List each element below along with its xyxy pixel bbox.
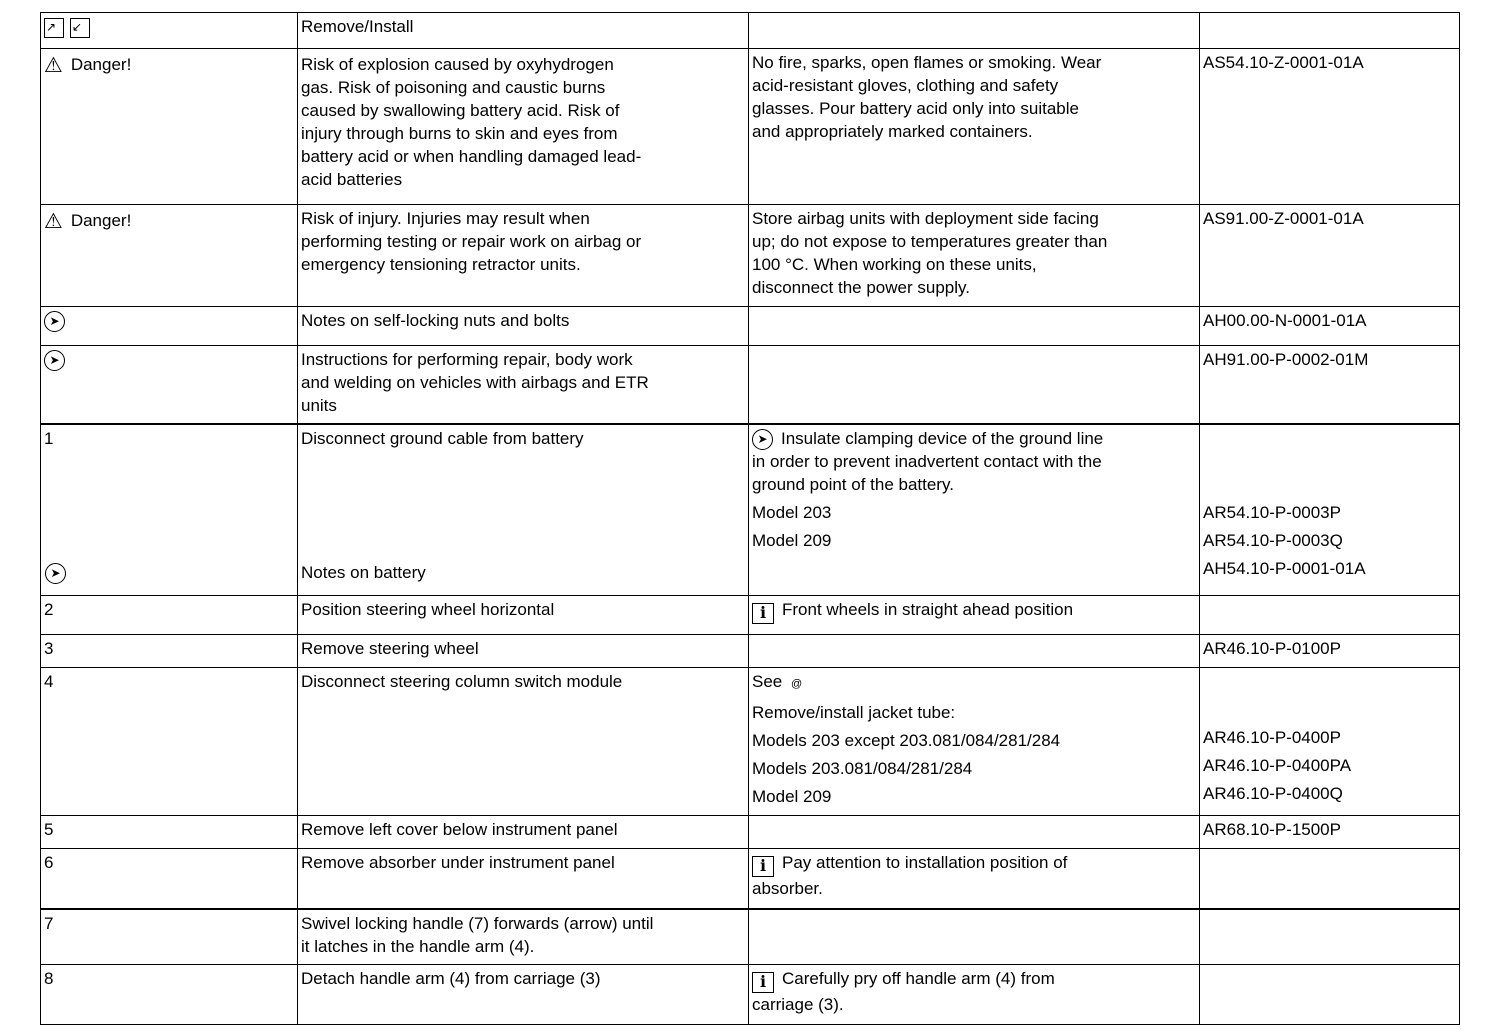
reference-cell bbox=[1200, 596, 1460, 635]
table-row bbox=[41, 668, 1460, 816]
table-row bbox=[41, 13, 1460, 49]
note-arrow-icon: ➤ bbox=[44, 350, 65, 371]
notes-cell: See @ Remove/install jacket tube: Models 203 except 203.081/084/281/284 Models 203.081/084/281/284 Model 209 bbox=[749, 668, 1200, 816]
note-arrow-icon: ➤ bbox=[44, 311, 65, 332]
repair-procedure-table bbox=[40, 12, 1460, 1025]
reference-code: AR54.10-P-0003Q bbox=[1203, 530, 1343, 550]
step-text: Risk of explosion caused by oxyhydrogen gas. Risk of poisoning and caustic burns caused by swallowing battery acid. Risk of injury through burns to skin and eyes from battery acid or when handling damaged lead- acid batteries bbox=[298, 49, 749, 205]
step-text: Remove absorber under instrument panel bbox=[298, 849, 749, 909]
reference-code: AS91.00-Z-0001-01A bbox=[1203, 209, 1364, 228]
reference-code: AR46.10-P-0100P bbox=[1203, 639, 1341, 658]
step-number-cell bbox=[41, 816, 298, 849]
info-icon: i bbox=[752, 603, 774, 624]
step-text: Detach handle arm (4) from carriage (3) bbox=[298, 965, 749, 1025]
reference-cell bbox=[1200, 13, 1460, 49]
step-number: 2 bbox=[44, 600, 54, 619]
warning-triangle-icon: ⚠ bbox=[44, 210, 63, 233]
reference-code: AR46.10-P-0400Q bbox=[1203, 784, 1343, 803]
table-row bbox=[41, 49, 1460, 205]
step-text: Remove left cover below instrument panel bbox=[298, 816, 749, 849]
info-icon: i bbox=[752, 972, 774, 993]
reference-cell bbox=[1200, 909, 1460, 965]
table-row bbox=[41, 816, 1460, 849]
step-number: 7 bbox=[44, 913, 54, 933]
step-text: Remove/Install bbox=[298, 13, 749, 49]
notes-cell: No fire, sparks, open flames or smoking. Wear acid-resistant gloves, clothing and safety glasses. Pour battery acid only into suitable and appropriately marked containers. bbox=[749, 49, 1200, 205]
reference-code: AH00.00-N-0001-01A bbox=[1203, 311, 1367, 330]
table-row bbox=[41, 307, 1460, 346]
table-row bbox=[41, 596, 1460, 635]
notes-cell: i Carefully pry off handle arm (4) from carriage (3). bbox=[749, 965, 1200, 1025]
step-number: 8 bbox=[44, 969, 54, 988]
table-row bbox=[41, 424, 1460, 596]
link-symbol[interactable]: @ bbox=[790, 678, 803, 690]
notes-cell bbox=[749, 307, 1200, 346]
step-number-cell bbox=[41, 849, 298, 909]
step-number: 5 bbox=[44, 820, 54, 839]
reference-code: AR46.10-P-0400P bbox=[1203, 728, 1341, 747]
reference-cell bbox=[1200, 205, 1460, 307]
icon-cell bbox=[41, 205, 298, 307]
step-text: Notes on self-locking nuts and bolts bbox=[298, 307, 749, 346]
notes-cell bbox=[749, 816, 1200, 849]
table-row bbox=[41, 346, 1460, 424]
notes-cell: ➤ Insulate clamping device of the ground line in order to prevent inadvertent contact with the ground point of the battery. Model 203 Model 209 bbox=[749, 424, 1200, 596]
notes-cell: i Pay attention to installation position of absorber. bbox=[749, 849, 1200, 909]
icon-cell bbox=[41, 49, 298, 205]
notes-cell bbox=[749, 13, 1200, 49]
reference-code: AH91.00-P-0002-01M bbox=[1203, 350, 1369, 369]
table-row bbox=[41, 849, 1460, 909]
step-number-cell bbox=[41, 635, 298, 668]
step-text: Risk of injury. Injuries may result when performing testing or repair work on airbag or emergency tensioning retractor units. bbox=[298, 205, 749, 307]
step-text: Remove steering wheel bbox=[298, 635, 749, 668]
step-number: 1 bbox=[44, 428, 54, 448]
reference-code: AR68.10-P-1500P bbox=[1203, 820, 1341, 839]
reference-cell bbox=[1200, 668, 1460, 816]
step-number-cell bbox=[41, 596, 298, 635]
table-row bbox=[41, 635, 1460, 668]
step-number: 4 bbox=[44, 672, 54, 691]
reference-cell bbox=[1200, 816, 1460, 849]
step-text: Swivel locking handle (7) forwards (arrow) until it latches in the handle arm (4). bbox=[298, 909, 749, 965]
table-row bbox=[41, 965, 1460, 1025]
reference-cell bbox=[1200, 849, 1460, 909]
reference-cell bbox=[1200, 424, 1460, 596]
reference-cell bbox=[1200, 635, 1460, 668]
step-number-cell bbox=[41, 668, 298, 816]
reference-code: AH54.10-P-0001-01A bbox=[1203, 558, 1366, 578]
reference-code: AS54.10-Z-0001-01A bbox=[1203, 53, 1364, 72]
step-text: Disconnect ground cable from battery Notes on battery bbox=[298, 424, 749, 596]
reference-code: AR54.10-P-0003P bbox=[1203, 502, 1341, 522]
icon-cell bbox=[41, 346, 298, 424]
reference-code: AR46.10-P-0400PA bbox=[1203, 756, 1352, 775]
step-number-cell bbox=[41, 424, 298, 596]
danger-label: Danger! bbox=[70, 211, 132, 230]
notes-cell: Store airbag units with deployment side facing up; do not expose to temperatures greater than 100 °C. When working on these units, disconnect the power supply. bbox=[749, 205, 1200, 307]
reference-cell bbox=[1200, 346, 1460, 424]
table-row bbox=[41, 909, 1460, 965]
note-arrow-icon: ➤ bbox=[45, 563, 66, 584]
remove-install-icon bbox=[44, 18, 64, 38]
step-number-cell bbox=[41, 909, 298, 965]
notes-cell bbox=[749, 909, 1200, 965]
reference-cell bbox=[1200, 49, 1460, 205]
icon-cell bbox=[41, 13, 298, 49]
info-icon: i bbox=[752, 856, 774, 877]
reference-cell bbox=[1200, 965, 1460, 1025]
notes-cell: i Front wheels in straight ahead position bbox=[749, 596, 1200, 635]
note-arrow-icon: ➤ bbox=[752, 429, 773, 450]
step-number-cell bbox=[41, 965, 298, 1025]
reference-cell bbox=[1200, 307, 1460, 346]
step-text: Position steering wheel horizontal bbox=[298, 596, 749, 635]
step-text: Disconnect steering column switch module bbox=[298, 668, 749, 816]
step-number: 6 bbox=[44, 853, 54, 872]
remove-install-icon bbox=[70, 18, 90, 38]
warning-triangle-icon: ⚠ bbox=[44, 54, 63, 77]
notes-cell bbox=[749, 635, 1200, 668]
danger-label: Danger! bbox=[70, 55, 132, 74]
table-row bbox=[41, 205, 1460, 307]
notes-cell bbox=[749, 346, 1200, 424]
step-text: Instructions for performing repair, body work and welding on vehicles with airbags and ETR units bbox=[298, 346, 749, 424]
step-number: 3 bbox=[44, 639, 54, 658]
icon-cell bbox=[41, 307, 298, 346]
